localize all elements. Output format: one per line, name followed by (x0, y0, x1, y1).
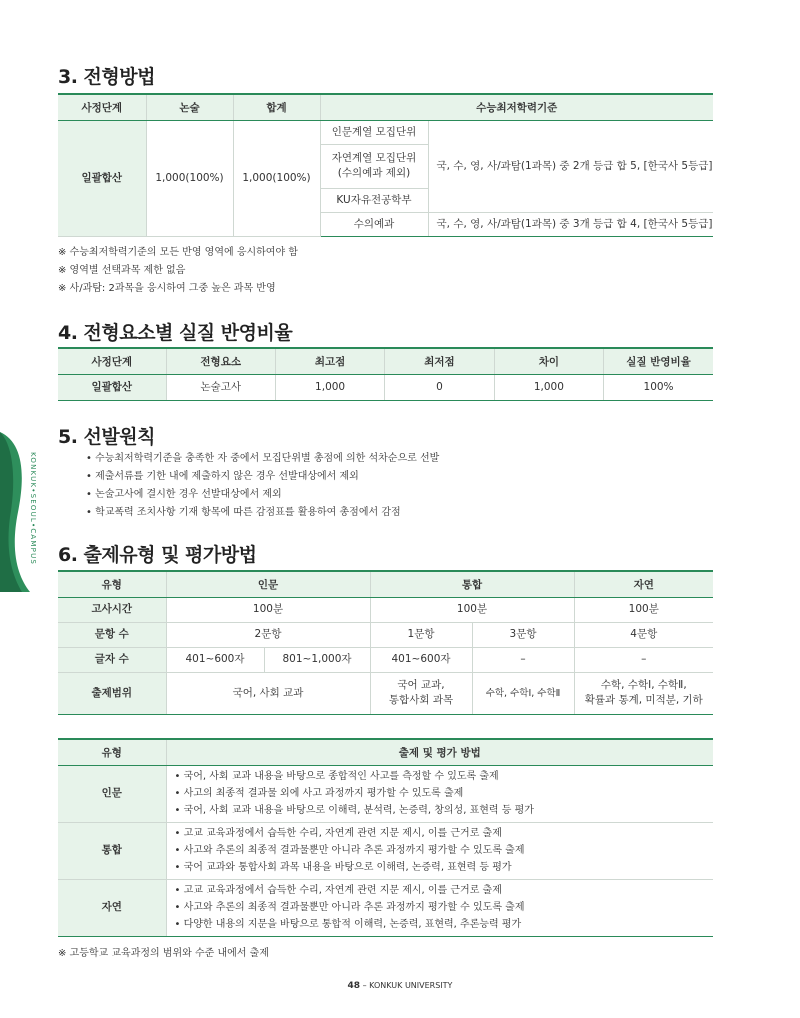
list-item: • 다양한 내용의 지문을 바탕으로 통합적 이해력, 논증력, 표현력, 추론능력 평가 (174, 919, 522, 930)
method-list (175, 768, 714, 819)
section-3-title: 3. 전형방법 (58, 66, 155, 88)
essay-cell: 1,000(100%) (146, 120, 233, 236)
exam-type-table (58, 570, 713, 715)
table-cell: 100% (604, 374, 713, 400)
note-line: ※ 사/과탐: 2과목을 응시하여 그중 높은 과목 반영 (58, 283, 276, 294)
method-list (175, 825, 714, 876)
list-item: • 사고의 최종적 결과물 외에 사고 과정까지 평가할 수 있도록 출제 (174, 788, 464, 799)
side-campus-label: KONKUK•SEOUL•CAMPUS (29, 452, 37, 566)
col-header: 유형 (58, 739, 166, 765)
table-cell: 100분 (574, 597, 713, 622)
table-cell: – (574, 647, 713, 672)
table-cell: 3문항 (472, 622, 574, 647)
table-cell: 1,000 (494, 374, 603, 400)
table-cell: 1,000 (275, 374, 384, 400)
list-item: • 학교폭력 조치사항 기재 항목에 따른 감점표를 활용하여 총점에서 감점 (86, 507, 401, 518)
table-cell: 일괄합산 (58, 374, 166, 400)
standard-cell: 국, 수, 영, 사/과탐(1과목) 중 3개 등급 합 4, [한국사 5등급] (428, 212, 713, 236)
ratio-table (58, 347, 713, 401)
table-cell: 401~600자 (370, 647, 472, 672)
list-item: • 논술고사에 결시한 경우 선발대상에서 제외 (86, 489, 282, 500)
col-header: 최고점 (275, 348, 384, 374)
row-header: 자연 (58, 879, 166, 936)
table-cell: 논술고사 (166, 374, 275, 400)
row-header: 출제범위 (58, 672, 166, 714)
unit-cell: KU자유전공학부 (320, 188, 428, 212)
table-cell: 0 (385, 374, 494, 400)
row-header: 인문 (58, 765, 166, 822)
table-cell: – (472, 647, 574, 672)
table-cell: 수학, 수학Ⅰ, 수학Ⅱ (472, 672, 574, 714)
list-item: • 사고와 추론의 최종적 결과물뿐만 아니라 추론 과정까지 평가할 수 있도록 출제 (174, 902, 525, 913)
table-cell: 100분 (370, 597, 574, 622)
col-header: 전형요소 (166, 348, 275, 374)
section-5-title: 5. 선발원칙 (58, 426, 155, 448)
col-header: 통합 (370, 571, 574, 597)
table-cell: 국어, 사회 교과 (166, 672, 370, 714)
col-header: 인문 (166, 571, 370, 597)
evaluation-method-table (58, 738, 713, 937)
selection-method-table (58, 93, 713, 237)
page-footer (0, 981, 800, 991)
list-item: • 제출서류를 기한 내에 제출하지 않은 경우 선발대상에서 제외 (86, 471, 359, 482)
table-cell: 4문항 (574, 622, 713, 647)
table-cell: 국어 교과, 통합사회 과목 (370, 672, 472, 714)
page-number: 48 (347, 981, 361, 991)
col-header: 유형 (58, 571, 166, 597)
method-list (175, 882, 714, 933)
total-cell: 1,000(100%) (233, 120, 320, 236)
col-header: 논술 (146, 94, 233, 120)
row-header: 글자 수 (58, 647, 166, 672)
list-item: • 사고와 추론의 최종적 결과물뿐만 아니라 추론 과정까지 평가할 수 있도록 출제 (174, 845, 525, 856)
footer-university: KONKUK UNIVERSITY (369, 981, 453, 990)
list-item: • 국어 교과와 통합사회 과목 내용을 바탕으로 이해력, 논증력, 표현력 등 평가 (174, 862, 512, 873)
col-header: 차이 (494, 348, 603, 374)
col-header: 실질 반영비율 (604, 348, 713, 374)
section-6-title: 6. 출제유형 및 평가방법 (58, 544, 257, 566)
list-item: • 고교 교육과정에서 습득한 수리, 자연계 관련 지문 제시, 이를 근거로 출제 (174, 885, 502, 896)
col-header: 출제 및 평가 방법 (166, 739, 713, 765)
stage-cell: 일괄합산 (58, 120, 146, 236)
table-cell: 100분 (166, 597, 370, 622)
section-4-title: 4. 전형요소별 실질 반영비율 (58, 322, 293, 344)
section-6-note: ※ 고등학교 교육과정의 범위와 수준 내에서 출제 (58, 948, 269, 959)
table-cell: 1문항 (370, 622, 472, 647)
col-header: 최저점 (385, 348, 494, 374)
col-header: 사정단계 (58, 94, 146, 120)
col-header: 자연 (574, 571, 713, 597)
side-wave-decoration (0, 432, 30, 592)
table-cell: 2문항 (166, 622, 370, 647)
note-line: ※ 수능최저학력기준의 모든 반영 영역에 응시하여야 함 (58, 247, 298, 258)
col-header: 사정단계 (58, 348, 166, 374)
row-header: 문항 수 (58, 622, 166, 647)
unit-cell: 수의예과 (320, 212, 428, 236)
section-3-notes (58, 244, 298, 298)
selection-principles-list (86, 450, 439, 522)
row-header: 통합 (58, 822, 166, 879)
list-item: • 고교 교육과정에서 습득한 수리, 자연계 관련 지문 제시, 이를 근거로 출제 (174, 828, 502, 839)
standard-cell: 국, 수, 영, 사/과탐(1과목) 중 2개 등급 합 5, [한국사 5등급] (428, 120, 713, 212)
note-line: ※ 영역별 선택과목 제한 없음 (58, 265, 186, 276)
list-item: • 국어, 사회 교과 내용을 바탕으로 종합적인 사고를 측정할 수 있도록 출제 (174, 771, 499, 782)
list-item: • 국어, 사회 교과 내용을 바탕으로 이해력, 분석력, 논증력, 창의성, 표현력 등 평가 (174, 805, 534, 816)
footer-separator: – (362, 981, 367, 990)
table-cell: 401~600자 (166, 647, 264, 672)
col-header: 합계 (233, 94, 320, 120)
unit-cell: 인문계열 모집단위 (320, 120, 428, 144)
table-cell: 801~1,000자 (264, 647, 370, 672)
row-header: 고사시간 (58, 597, 166, 622)
unit-cell: 자연계열 모집단위 (수의예과 제외) (320, 144, 428, 188)
list-item: • 수능최저학력기준을 충족한 자 중에서 모집단위별 총점에 의한 석차순으로 선발 (86, 453, 440, 464)
col-header: 수능최저학력기준 (320, 94, 713, 120)
table-cell: 수학, 수학Ⅰ, 수학Ⅱ, 확률과 통계, 미적분, 기하 (574, 672, 713, 714)
